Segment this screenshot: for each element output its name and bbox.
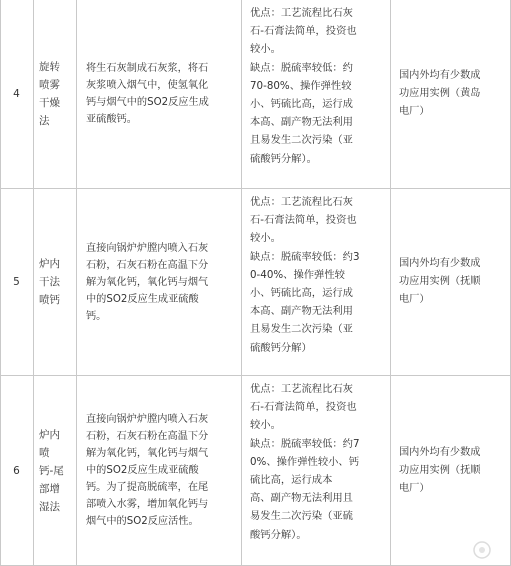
table-row <box>0 189 511 375</box>
method-description: 直接向锅炉炉膛内喷入石灰 石粉，石灰石粉在高温下分 解为氧化钙，氧化钙与烟气 中的SO2反应生成亚硫酸 钙。 <box>86 242 209 322</box>
method-cell <box>34 376 76 565</box>
pros-cons-text: 优点：工艺流程比石灰 石-石膏法简单，投资也 较小。 缺点：脱硫率较低：约7 0%、操作弹性较小、钙 硫比高，运行成本 高、副产物无法利用且 易发生二次污染（亚硫 酸钙分解）。 <box>250 383 360 541</box>
application-text: 国内外均有少数成 功应用实例（抚顺 电厂） <box>399 446 481 494</box>
description-cell <box>77 376 241 565</box>
method-description: 将生石灰制成石灰浆，将石 灰浆喷入烟气中，使氢氧化 钙与烟气中的SO2反应生成 亚硫酸钙。 <box>86 63 209 125</box>
pros-cons-cell <box>242 193 390 375</box>
row-number: 4 <box>13 88 20 100</box>
method-description: 直接向锅炉炉膛内喷入石灰 石粉，石灰石粉在高温下分 解为氧化钙，氧化钙与烟气 中的SO2反应生成亚硫酸 钙。为了提高脱硫率，在尾 部喷入水雾，增加氧化钙与 烟气中的SO2反应活性。 <box>86 414 209 527</box>
row-number-cell <box>0 189 33 375</box>
method-cell <box>34 189 76 375</box>
row-number: 5 <box>13 276 20 288</box>
application-text: 国内外均有少数成 功应用实例（黄岛 电厂） <box>399 70 481 117</box>
application-cell <box>391 376 511 565</box>
watermark-logo <box>459 538 505 562</box>
description-cell <box>77 189 241 375</box>
application-text: 国内外均有少数成 功应用实例（抚顺 电厂） <box>399 258 481 305</box>
row-number-cell <box>0 376 33 565</box>
row-number-cell <box>0 0 33 188</box>
table-row <box>0 376 511 565</box>
pros-cons-cell <box>242 380 390 565</box>
pros-cons-text: 优点：工艺流程比石灰 石-石膏法简单，投资也 较小。 缺点：脱硫率较低：约3 0-40%、操作弹性较 小、钙硫比高，运行成 本高、副产物无法利用 且易发生二次污染（亚 硫酸钙分解） <box>250 196 360 354</box>
method-name: 旋转 喷雾 干燥 法 <box>39 61 60 127</box>
application-cell <box>391 0 511 188</box>
description-cell <box>77 0 241 188</box>
application-cell <box>391 189 511 375</box>
pros-cons-cell <box>242 4 390 188</box>
pros-cons-text: 优点：工艺流程比石灰 石-石膏法简单，投资也 较小。 缺点：脱硫率较低：约 70-80%、操作弹性较 小、钙硫比高，运行成 本高、副产物无法利用 且易发生二次污染（亚 硫酸钙分解）。 <box>250 7 357 165</box>
method-cell <box>34 0 76 188</box>
table-row <box>0 0 511 188</box>
row-number: 6 <box>13 464 20 477</box>
method-name: 炉内 喷 钙-尾 部增 湿法 <box>39 428 64 513</box>
watermark-icon <box>472 540 492 560</box>
method-name: 炉内 干法 喷钙 <box>39 258 60 306</box>
